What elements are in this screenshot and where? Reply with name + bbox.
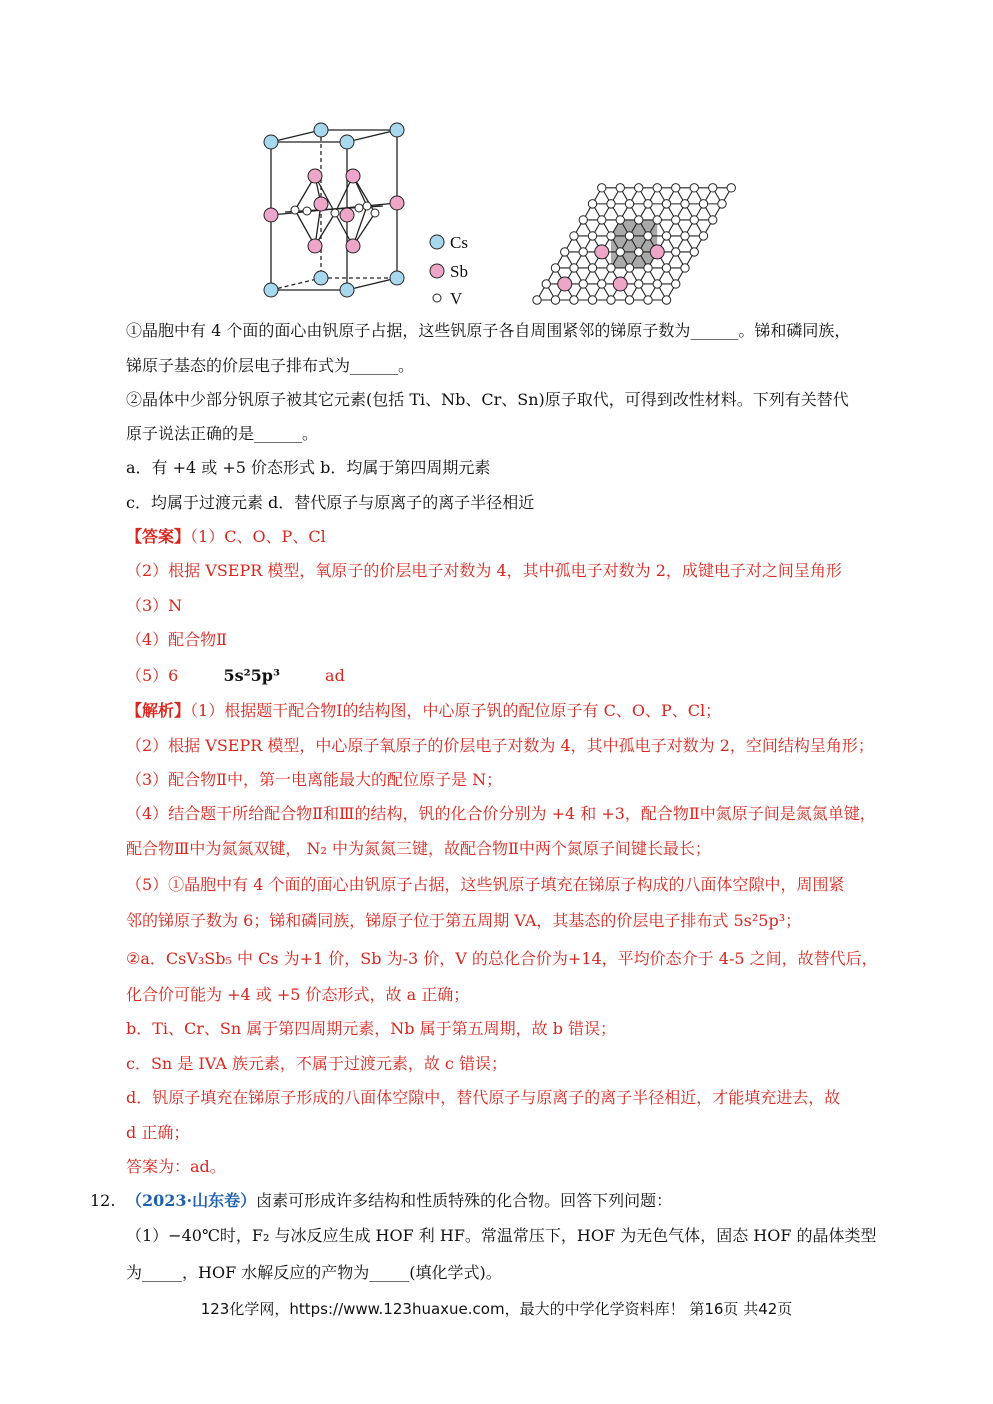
answer-line: （1）C、O、P、Cl xyxy=(190,527,326,546)
analysis-line: 邻的锑原子数为 6；锑和磷同族，锑原子位于第五周期 VA，其基态的价层电子排布式 5s²5p³； xyxy=(126,911,802,930)
v-atom xyxy=(588,296,596,304)
v-atom xyxy=(672,184,680,192)
v-atom xyxy=(662,232,670,240)
analysis-line: b．Ti、Cr、Sn 属于第四周期元素，Nb 属于第五周期，故 b 错误； xyxy=(126,1019,617,1038)
v-atom xyxy=(579,216,587,224)
kagome-lattice-figure xyxy=(527,165,767,310)
sb-atom xyxy=(613,277,627,291)
v-atom xyxy=(672,216,680,224)
v-atom xyxy=(644,264,652,272)
cs-atom xyxy=(340,135,354,149)
v-atom xyxy=(690,216,698,224)
v-atom xyxy=(709,184,717,192)
v-atom xyxy=(653,184,661,192)
v-atom xyxy=(616,184,624,192)
sb-atom xyxy=(650,245,664,259)
sb-atom xyxy=(264,208,278,222)
answer-line: （4）配合物Ⅱ xyxy=(126,630,228,649)
v-atom xyxy=(607,232,615,240)
figure-legend xyxy=(430,233,468,308)
v-atom xyxy=(662,264,670,272)
v-atom xyxy=(644,232,652,240)
v-atom xyxy=(672,248,680,256)
question-text: （1）−40℃时，F₂ 与冰反应生成 HOF 利 HF。常温常压下，HOF 为无色气体，固态 HOF 的晶体类型 xyxy=(126,1226,877,1245)
text-line: 原子说法正确的是______。 xyxy=(126,424,319,443)
v-atom xyxy=(588,200,596,208)
option-line: c．均属于过渡元素 d．替代原子与原离子的离子半径相近 xyxy=(126,493,535,512)
text-line: ①晶胞中有 4 个面的面心由钒原子占据，这些钒原子各自周围紧邻的锑原子数为______。锑和磷同族， xyxy=(126,321,851,340)
answer-tag: 【答案】 xyxy=(126,527,191,546)
sb-atom xyxy=(595,245,609,259)
legend-cs: Cs xyxy=(450,233,468,252)
v-atom xyxy=(681,200,689,208)
v-atom xyxy=(616,216,624,224)
v-atom xyxy=(625,200,633,208)
text-line: ②晶体中少部分钒原子被其它元素(包括 Ti、Nb、Cr、Sn)原子取代，可得到改性材料。下列有关替代 xyxy=(126,390,849,409)
v-atom xyxy=(662,296,670,304)
option-line: a．有 +4 或 +5 价态形式 b．均属于第四周期元素 xyxy=(126,458,491,477)
cs-atom xyxy=(264,283,278,297)
v-atom xyxy=(727,184,735,192)
v-atom xyxy=(355,204,363,212)
v-atom xyxy=(690,248,698,256)
v-atom xyxy=(690,184,698,192)
cs-atom xyxy=(314,123,328,137)
question-source: （2023·山东卷） xyxy=(126,1191,257,1210)
answer-choice: ad xyxy=(325,666,345,685)
v-atom xyxy=(551,296,559,304)
v-atom xyxy=(570,296,578,304)
v-atom xyxy=(653,216,661,224)
v-atom xyxy=(625,232,633,240)
analysis-line: 答案为：ad。 xyxy=(126,1157,226,1176)
v-atom xyxy=(607,264,615,272)
v-atom xyxy=(709,216,717,224)
v-atom xyxy=(635,216,643,224)
v-atom xyxy=(570,232,578,240)
v-atom xyxy=(699,232,707,240)
cs-atom xyxy=(390,123,404,137)
v-atom xyxy=(644,200,652,208)
answer-line: （2）根据 VSEPR 模型，氧原子的价层电子对数为 4，其中孤电子对数为 2，成键电子对之间呈角形 xyxy=(126,561,842,580)
v-atom xyxy=(570,264,578,272)
v-atom xyxy=(598,280,606,288)
v-atom xyxy=(607,296,615,304)
v-atom xyxy=(672,280,680,288)
v-atom xyxy=(303,207,311,215)
sb-atom xyxy=(558,277,572,291)
v-atom xyxy=(718,200,726,208)
legend-v: V xyxy=(450,289,463,308)
analysis-line: （3）配合物Ⅱ中，第一电离能最大的配位原子是 N； xyxy=(126,770,503,789)
electron-config: 5s²5p³ xyxy=(223,666,280,685)
sb-atom xyxy=(308,169,322,183)
cs-atom xyxy=(340,283,354,297)
v-atom xyxy=(551,264,559,272)
legend-sb: Sb xyxy=(450,262,468,281)
analysis-line: c．Sn 是 IVA 族元素，不属于过渡元素，故 c 错误； xyxy=(126,1054,507,1073)
v-atom xyxy=(607,200,615,208)
analysis-tag: 【解析】 xyxy=(126,701,191,720)
v-atom xyxy=(635,280,643,288)
v-atom xyxy=(598,184,606,192)
analysis-line: （1）根据题干配合物Ⅰ的结构图，中心原子钒的配位原子有 C、O、P、Cl； xyxy=(190,701,722,720)
v-atom xyxy=(291,206,299,214)
v-atom xyxy=(363,202,371,210)
analysis-line: d 正确； xyxy=(126,1123,190,1142)
analysis-line: （5）①晶胞中有 4 个面的面心由钒原子占据，这些钒原子填充在锑原子构成的八面体空隙中，周围紧 xyxy=(126,875,845,894)
v-atom xyxy=(533,296,541,304)
crystal-cell-figure xyxy=(255,118,485,308)
sb-atom xyxy=(390,196,404,210)
analysis-line: d．钒原子填充在锑原子形成的八面体空隙中，替代原子与原离子的离子半径相近，才能填充进去，故 xyxy=(126,1088,841,1107)
sb-atom xyxy=(308,239,322,253)
v-atom xyxy=(331,209,339,217)
page-footer: 123化学网，https://www.123huaxue.com，最大的中学化学资料库！ 第16页 共42页 xyxy=(200,1300,793,1318)
v-atom xyxy=(644,296,652,304)
v-atom xyxy=(561,248,569,256)
v-atom xyxy=(625,264,633,272)
answer-line: （3）N xyxy=(126,596,183,615)
v-atom xyxy=(635,248,643,256)
v-atom xyxy=(579,248,587,256)
analysis-line: （2）根据 VSEPR 模型，中心原子氧原子的价层电子对数为 4，其中孤电子对数为 2，空间结构呈角形； xyxy=(126,736,874,755)
analysis-line: ②a．CsV₃Sb₅ 中 Cs 为+1 价，Sb 为-3 价，V 的总化合价为+14，平均价态介于 4-5 之间，故替代后， xyxy=(126,949,878,968)
text-line: 锑原子基态的价层电子排布式为______。 xyxy=(126,356,415,375)
v-atom xyxy=(616,248,624,256)
v-atom xyxy=(588,232,596,240)
v-atom xyxy=(579,280,587,288)
v-atom xyxy=(681,264,689,272)
v-atom xyxy=(653,280,661,288)
v-atom xyxy=(635,184,643,192)
v-atom xyxy=(662,200,670,208)
analysis-line: （4）结合题干所给配合物Ⅱ和Ⅲ的结构，钒的化合价分别为 +4 和 +3，配合物Ⅱ中氮原子间是氮氮单键， xyxy=(126,804,876,823)
cs-atom xyxy=(390,271,404,285)
v-atom xyxy=(542,280,550,288)
question-text: 卤素可形成许多结构和性质特殊的化合物。回答下列问题： xyxy=(256,1191,673,1210)
v-atom xyxy=(588,264,596,272)
v-atom xyxy=(681,232,689,240)
cs-atom xyxy=(264,135,278,149)
sb-atom xyxy=(340,208,354,222)
analysis-line: 配合物Ⅲ中为氮氮双键， N₂ 中为氮氮三键，故配合物Ⅱ中两个氮原子间键长最长； xyxy=(126,839,711,858)
question-text: 为_____，HOF 水解反应的产物为_____(填化学式)。 xyxy=(126,1263,502,1282)
cs-atom xyxy=(314,271,328,285)
question-number: 12. xyxy=(90,1191,116,1210)
sb-atom xyxy=(346,239,360,253)
sb-atom xyxy=(314,197,328,211)
v-atom xyxy=(371,209,379,217)
sb-atom xyxy=(346,169,360,183)
v-atom xyxy=(598,216,606,224)
answer-line: （5）6 xyxy=(126,666,179,685)
v-atom xyxy=(699,200,707,208)
v-atom xyxy=(625,296,633,304)
analysis-line: 化合价可能为 +4 或 +5 价态形式，故 a 正确； xyxy=(126,985,470,1004)
